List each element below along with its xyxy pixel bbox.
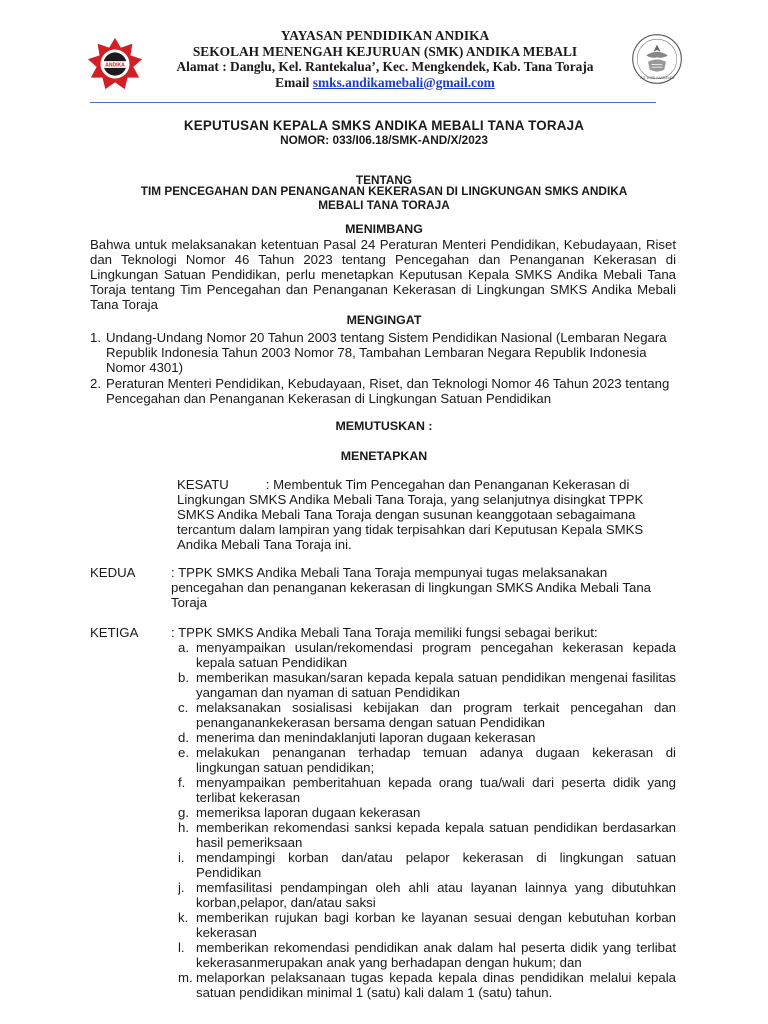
list-item — [178, 805, 676, 820]
list-item — [178, 745, 676, 775]
letterhead — [0, 28, 768, 98]
menimbang-heading: MENIMBANG — [345, 222, 423, 236]
email-link[interactable]: smks.andikamebali@gmail.com — [312, 74, 495, 90]
logo-right-motto: TUT WURI HANDAYANI — [639, 75, 675, 80]
kesatu-label: KESATU — [177, 477, 229, 492]
list-item-text: Undang-Undang Nomor 20 Tahun 2003 tentang Sistem Pendidikan Nasional (Lembaran Negara Republik Indonesia Tahun 2003 Nomor 78, Tambahan Lembaran Negara Republik Indonesia Nomor 4301) — [106, 330, 667, 375]
list-item-text: memberikan rekomendasi pendidikan anak dalam hal peserta didik yang terlibat kekerasanmerupakan anak yang berhadapan dengan hukum; dan — [196, 940, 676, 970]
decree-title: KEPUTUSAN KEPALA SMKS ANDIKA MEBALI TANA TORAJA — [183, 118, 585, 133]
list-item-text: menyampaikan usulan/rekomendasi program pencegahan kekerasan kepada kepala satuan Pendidikan — [196, 640, 676, 670]
decision-kesatu — [177, 477, 653, 552]
list-item-number: 2. — [90, 376, 101, 391]
mengingat-list — [90, 330, 680, 406]
menimbang-text: Bahwa untuk melaksanakan ketentuan Pasal 24 Peraturan Menteri Pendidikan, Kebudayaan, Riset dan Teknologi Nomor 46 Tahun 2023 tentang Pencegahan dan Penanganan Kekerasan di Lingkungan Satuan Pendidikan, perlu menetapkan Keputusan Kepala SMKS Andika Mebali Tana Toraja tentang Tim Pencegahan dan Penanganan Kekerasan di Lingkungan SMKS Andika Mebali Tana Toraja — [90, 237, 676, 312]
list-item — [178, 670, 676, 700]
list-item-letter: e. — [178, 745, 189, 760]
list-item — [178, 730, 676, 745]
list-item-text: menyampaikan pemberitahuan kepada orang tua/wali dari peserta didik yang terlibat kekerasan — [196, 775, 676, 805]
school-address: Alamat : Danglu, Kel. Rantekalua’, Kec. Mengkendek, Kab. Tana Toraja — [176, 59, 594, 74]
list-item — [178, 940, 676, 970]
ketiga-text: : TPPK SMKS Andika Mebali Tana Toraja memiliki fungsi sebagai berikut: — [171, 625, 598, 640]
list-item-letter: i. — [178, 850, 185, 865]
list-item-letter: m. — [178, 970, 193, 985]
list-item-text: menerima dan menindaklanjuti laporan dugaan kekerasan — [196, 730, 536, 745]
school-logo-icon — [86, 36, 144, 94]
list-item-letter: k. — [178, 910, 189, 925]
list-item-letter: f. — [178, 775, 186, 790]
menetapkan-heading: MENETAPKAN — [340, 449, 428, 463]
list-item-letter: g. — [178, 805, 189, 820]
list-item — [90, 376, 680, 406]
list-item-letter: b. — [178, 670, 189, 685]
list-item — [90, 330, 680, 375]
list-item — [178, 850, 676, 880]
list-item-text: memberikan masukan/saran kepada kepala satuan pendidikan mengenai fasilitas yangaman dan nyaman di satuan Pendidikan — [196, 670, 676, 700]
about-title-line1: TIM PENCEGAHAN DAN PENANGANAN KEKERASAN DI LINGKUNGAN SMKS ANDIKA — [140, 184, 628, 198]
list-item-letter: d. — [178, 730, 189, 745]
list-item-text: memeriksa laporan dugaan kekerasan — [196, 805, 421, 820]
list-item — [178, 910, 676, 940]
list-item-number: 1. — [90, 330, 101, 345]
list-item-letter: a. — [178, 640, 189, 655]
list-item-letter: l. — [178, 940, 185, 955]
list-item-text: melaksanakan sosialisasi kebijakan dan program terkait pencegahan dan penanganankekerasan bersama dengan satuan Pendidikan — [196, 700, 676, 730]
list-item — [178, 700, 676, 730]
decree-number: NOMOR: 033/I06.18/SMK-AND/X/2023 — [280, 133, 488, 147]
list-item-text: memberikan rujukan bagi korban ke layanan sesuai dengan kebutuhan korban kekerasan — [196, 910, 676, 940]
list-item — [178, 820, 676, 850]
letterhead-text — [140, 28, 630, 90]
ketiga-label: KETIGA — [90, 625, 139, 640]
list-item-text: Peraturan Menteri Pendidikan, Kebudayaan, Riset, dan Teknologi Nomor 46 Tahun 2023 tentang Pencegahan dan Penanganan Kekerasan di Lingkungan Satuan Pendidikan — [106, 376, 670, 406]
list-item — [178, 880, 676, 910]
list-item-text: memfasilitasi pendampingan oleh ahli atau layanan lainnya yang dibutuhkan korban,pelapor, dan/atau saksi — [196, 880, 676, 910]
list-item-text: melakukan penanganan terhadap temuan adanya dugaan kekerasan di lingkungan satuan pendidikan; — [196, 745, 676, 775]
memutuskan-heading: MEMUTUSKAN : — [335, 419, 433, 433]
school-name: SEKOLAH MENENGAH KEJURUAN (SMK) ANDIKA MEBALI — [192, 43, 578, 59]
kedua-text: : TPPK SMKS Andika Mebali Tana Toraja mempunyai tugas melaksanakan pencegahan dan penanganan kekerasan di lingkungan SMKS Andika Mebali Tana Toraja — [171, 565, 651, 610]
tut-wuri-handayani-logo-icon — [630, 32, 684, 86]
about-title-line2: MEBALI TANA TORAJA — [318, 197, 450, 212]
about-title — [0, 185, 768, 212]
list-item — [178, 775, 676, 805]
school-logo-text: ANDIKA — [105, 62, 125, 69]
letterhead-divider — [90, 102, 656, 103]
list-item-letter: c. — [178, 700, 189, 715]
ketiga-function-list — [178, 640, 676, 1000]
list-item-text: melaporkan pelaksanaan tugas kepada kepala dinas pendidikan melalui kepala satuan pendidikan minimal 1 (satu) kali dalam 1 (satu) tahun. — [196, 970, 676, 1000]
list-item-letter: h. — [178, 820, 189, 835]
email-line — [140, 75, 630, 91]
list-item — [178, 640, 676, 670]
mengingat-heading: MENGINGAT — [346, 313, 422, 327]
about-heading: TENTANG — [355, 173, 413, 187]
email-label: Email — [275, 74, 310, 90]
list-item-text: mendampingi korban dan/atau pelapor kekerasan di lingkungan satuan Pendidikan — [196, 850, 676, 880]
kedua-label: KEDUA — [90, 565, 136, 580]
foundation-name: YAYASAN PENDIDIKAN ANDIKA — [280, 28, 490, 43]
kesatu-text: : Membentuk Tim Pencegahan dan Penanganan Kekerasan di Lingkungan SMKS Andika Mebali Tana Toraja, yang selanjutnya disingkat TPPK SMKS Andika Mebali Tana Toraja dengan susunan keanggotaan sebagaimana tercantum dalam lampiran yang tidak terpisahkan dari Keputusan Kepala SMKS Andika Mebali Tana Toraja ini. — [177, 477, 644, 552]
list-item-text: memberikan rekomendasi sanksi kepada kepala satuan pendidikan berdasarkan hasil pemeriksaan — [196, 820, 676, 850]
list-item-letter: j. — [178, 880, 185, 895]
list-item — [178, 970, 676, 1000]
